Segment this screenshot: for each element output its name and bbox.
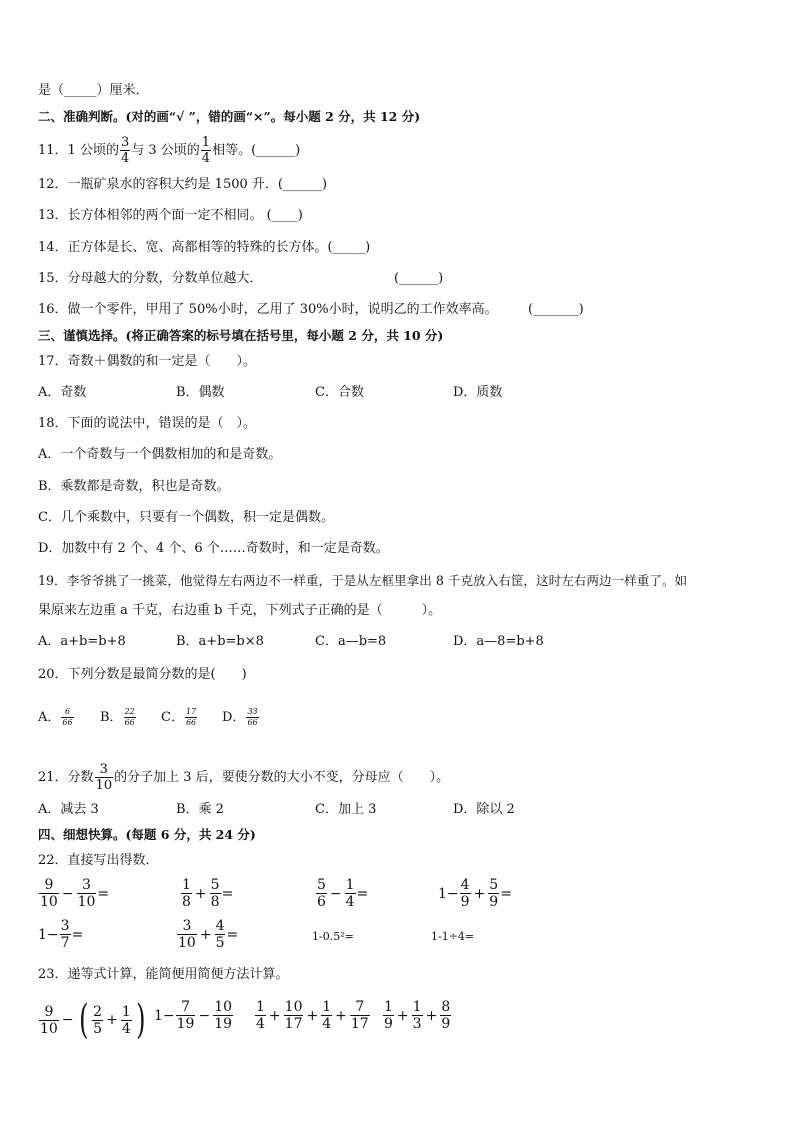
operator: −: [198, 1007, 211, 1024]
fraction: [181, 878, 192, 909]
fraction: [255, 1000, 266, 1031]
fraction: [412, 1000, 423, 1031]
q22-expression-5: [38, 919, 83, 950]
fraction: [316, 878, 327, 909]
q17-option-a[interactable]: A．奇数: [38, 385, 87, 400]
q23-expression-2: [154, 1000, 234, 1031]
denominator: 4: [322, 1016, 332, 1032]
operator: +: [268, 1007, 281, 1024]
denominator: 4: [121, 1020, 131, 1037]
continued-question-line: 是（_____）厘米．: [38, 83, 149, 98]
q21-option-a[interactable]: A．减去 3: [38, 802, 99, 817]
fraction: [488, 878, 499, 909]
fraction: [77, 878, 97, 909]
q17-option-b[interactable]: B．偶数: [176, 385, 225, 400]
q21-option-d[interactable]: D．除以 2: [453, 802, 515, 817]
option-label: D．: [222, 709, 246, 725]
numerator: 3: [82, 877, 91, 893]
denominator: 5: [215, 935, 225, 951]
denominator: 10: [178, 935, 196, 951]
q22-expression-2: [180, 878, 233, 909]
question-11: [38, 136, 300, 165]
numerator: 5: [489, 877, 499, 893]
q21-fraction: [95, 763, 114, 792]
question-13: 13．长方体相邻的两个面一定不相同。 (____): [38, 208, 303, 223]
q19-option-b[interactable]: B．a+b=b×8: [176, 634, 264, 649]
denominator: 17: [284, 1016, 303, 1032]
denominator: 9: [489, 894, 499, 910]
numerator: 1: [121, 1003, 131, 1020]
option-fraction: [185, 708, 197, 727]
question-14: 14．正方体是长、宽、高都相等的特殊的长方体。(_____): [38, 240, 371, 255]
numerator: 2: [93, 1003, 103, 1020]
q19-option-c[interactable]: C．a—b=8: [315, 634, 387, 649]
operator: +: [473, 885, 486, 902]
q20-option-c[interactable]: [161, 708, 198, 727]
denominator: 8: [182, 894, 191, 910]
numerator: 9: [44, 877, 54, 893]
numerator: 22: [124, 707, 135, 716]
fraction: [39, 1005, 59, 1036]
numerator: 3: [99, 762, 108, 777]
fraction: [121, 1005, 132, 1036]
denominator: 5: [93, 1020, 103, 1037]
q11-text-post: 相等。(______): [212, 143, 301, 158]
q11-text-pre: 11．1 公顷的: [38, 143, 119, 158]
section-2-heading: 二、准确判断。(对的画“√ ”，错的画“×”。每小题 2 分，共 12 分): [38, 109, 421, 124]
question-19-line-1: 19．李爷爷挑了一挑菜，他觉得左右两边不一样重，于是从左框里拿出 8 千克放入右筐，这时左右两边一样重了。如: [38, 573, 688, 588]
denominator: 10: [95, 778, 113, 793]
right-paren: ): [135, 997, 146, 1043]
numerator: 33: [247, 707, 258, 716]
denominator: 9: [460, 894, 470, 910]
fraction: [440, 1000, 451, 1031]
q22-expression-8: 1-1÷4=: [431, 930, 475, 943]
numerator: 8: [441, 999, 451, 1015]
numerator: 9: [44, 1003, 54, 1020]
numerator: 1: [345, 877, 355, 893]
denominator: 9: [384, 1016, 393, 1032]
denominator: 4: [256, 1016, 265, 1032]
numerator: 1: [322, 999, 332, 1015]
numerator: 10: [214, 999, 233, 1015]
numerator: 1: [384, 999, 393, 1015]
q15-answer-blank[interactable]: (______): [394, 271, 444, 286]
q23-expression-1: [38, 997, 148, 1043]
equals-sign: =: [356, 885, 369, 902]
numerator: 5: [210, 877, 220, 893]
q18-option-a[interactable]: A．一个奇数与一个偶数相加的和是奇数。: [38, 447, 282, 462]
q21-option-c[interactable]: C．加上 3: [315, 802, 377, 817]
q22-expression-3: [315, 878, 368, 909]
q21-text-pre: 21．分数: [38, 769, 94, 785]
denominator: 10: [40, 894, 58, 910]
q16-text: 16．做一个零件，甲用了 50%小时，乙用了 30%小时，说明乙的工作效率高。: [38, 302, 498, 317]
fraction: [383, 1000, 394, 1031]
numerator: 1: [201, 135, 211, 150]
question-23-stem: 23．递等式计算，能简便用简便方法计算。: [38, 967, 289, 982]
numerator: 1: [412, 999, 422, 1015]
prefix: 1−: [438, 885, 459, 902]
option-fraction: [246, 708, 258, 727]
denominator: 66: [62, 718, 73, 727]
left-paren: (: [78, 997, 89, 1043]
operator: −: [329, 885, 342, 902]
fraction: [60, 919, 71, 950]
q19-option-a[interactable]: A．a+b=b+8: [38, 634, 126, 649]
denominator: 8: [210, 894, 220, 910]
numerator: 3: [60, 918, 70, 934]
question-19-line-2: 果原来左边重 a 千克，右边重 b 千克，下列式子正确的是（ ）。: [38, 603, 442, 618]
numerator: 4: [215, 918, 225, 934]
q15-text: 15．分母越大的分数，分数单位越大．: [38, 271, 263, 286]
q23-expression-3: [254, 1000, 371, 1031]
q17-option-d[interactable]: D．质数: [453, 385, 503, 400]
numerator: 4: [460, 877, 470, 893]
operator: −: [61, 885, 74, 902]
question-17-stem: 17．奇数＋偶数的和一定是（ ）。: [38, 354, 257, 369]
numerator: 7: [355, 999, 365, 1015]
denominator: 4: [201, 151, 211, 166]
numerator: 5: [317, 877, 326, 893]
q23-expression-4: [382, 1000, 452, 1031]
q22-expression-7: 1-0.5²=: [312, 930, 354, 943]
fraction: [177, 919, 197, 950]
fraction: [350, 1000, 370, 1031]
q11-text-mid: 与 3 公顷的: [131, 143, 200, 158]
denominator: 19: [176, 1016, 195, 1032]
operator: +: [396, 1007, 409, 1024]
option-label: A．: [38, 709, 61, 725]
numerator: 1: [182, 877, 191, 893]
denominator: 66: [185, 718, 197, 727]
operator: +: [199, 926, 212, 943]
option-fraction: [61, 708, 73, 727]
numerator: 10: [284, 999, 303, 1015]
question-15: [38, 270, 263, 288]
denominator: 9: [441, 1016, 451, 1032]
operator: +: [425, 1007, 438, 1024]
fraction: [92, 1005, 103, 1036]
q18-option-b[interactable]: B．乘数都是奇数，积也是奇数。: [38, 479, 230, 494]
fraction: [213, 1000, 233, 1031]
question-20-stem: 20．下列分数是最简分数的是( ): [38, 667, 247, 682]
numerator: 17: [185, 707, 197, 716]
denominator: 3: [412, 1016, 422, 1032]
equals-sign: =: [71, 926, 84, 943]
q18-option-d[interactable]: D．加数中有 2 个、4 个、6 个……奇数时，和一定是奇数。: [38, 541, 389, 556]
denominator: 19: [214, 1016, 233, 1032]
prefix: 1−: [38, 926, 59, 943]
equals-sign: =: [221, 885, 234, 902]
fraction: [39, 878, 59, 909]
section-3-heading: 三、谨慎选择。(将正确答案的标号填在括号里，每小题 2 分，共 10 分): [38, 328, 444, 343]
q11-fraction-2: [201, 136, 211, 165]
operator: +: [194, 885, 207, 902]
question-22-stem: 22．直接写出得数．: [38, 853, 159, 868]
q20-option-b[interactable]: [100, 708, 137, 727]
q22-expression-6: [176, 919, 238, 950]
option-label: C．: [161, 709, 184, 725]
fraction: [210, 878, 221, 909]
fraction: [176, 1000, 196, 1031]
q21-text-post: 的分子加上 3 后，要使分数的大小不变，分母应（ ）。: [114, 769, 450, 785]
section-4-heading: 四、细想快算。(每题 6 分，共 24 分): [38, 827, 256, 842]
equals-sign: =: [97, 885, 110, 902]
denominator: 7: [60, 935, 70, 951]
option-label: B．: [100, 709, 123, 725]
question-18-stem: 18．下面的说法中，错误的是（ ）。: [38, 416, 257, 431]
q19-option-d[interactable]: D．a—8=b+8: [453, 634, 544, 649]
q20-option-d[interactable]: [222, 708, 260, 727]
operator: +: [106, 1012, 118, 1028]
denominator: 6: [317, 894, 326, 910]
numerator: 3: [182, 918, 192, 934]
denominator: 10: [77, 894, 96, 910]
question-12: 12．一瓶矿泉水的容积大约是 1500 升．(______): [38, 177, 328, 192]
q22-expression-4: [438, 878, 512, 909]
numerator: 3: [120, 135, 130, 150]
operator: +: [335, 1007, 347, 1024]
denominator: 4: [345, 894, 355, 910]
equals-sign: =: [226, 926, 239, 943]
q18-option-c[interactable]: C．几个乘数中，只要有一个偶数，积一定是偶数。: [38, 510, 334, 525]
fraction: [460, 878, 471, 909]
question-16: [38, 301, 498, 319]
equals-sign: =: [500, 885, 512, 902]
q16-answer-blank[interactable]: (_______): [528, 302, 584, 317]
fraction: [345, 878, 356, 909]
q11-fraction-1: [120, 136, 130, 165]
prefix: 1−: [154, 1007, 175, 1024]
fraction: [284, 1000, 304, 1031]
numerator: 7: [181, 999, 191, 1015]
denominator: 66: [247, 718, 258, 727]
q21-option-b[interactable]: B．乘 2: [176, 802, 224, 817]
numerator: 6: [64, 707, 71, 716]
denominator: 4: [120, 151, 130, 166]
denominator: 66: [124, 718, 135, 727]
operator: +: [306, 1007, 319, 1024]
fraction: [215, 919, 226, 950]
question-21-stem: [38, 763, 449, 792]
option-fraction: [124, 708, 136, 727]
fraction: [321, 1000, 332, 1031]
q22-expression-1: [38, 878, 109, 909]
denominator: 17: [350, 1016, 369, 1032]
q20-option-a[interactable]: [38, 708, 75, 727]
denominator: 10: [40, 1020, 58, 1037]
q17-option-c[interactable]: C．合数: [315, 385, 364, 400]
numerator: 1: [256, 999, 265, 1015]
operator: −: [61, 1012, 74, 1028]
